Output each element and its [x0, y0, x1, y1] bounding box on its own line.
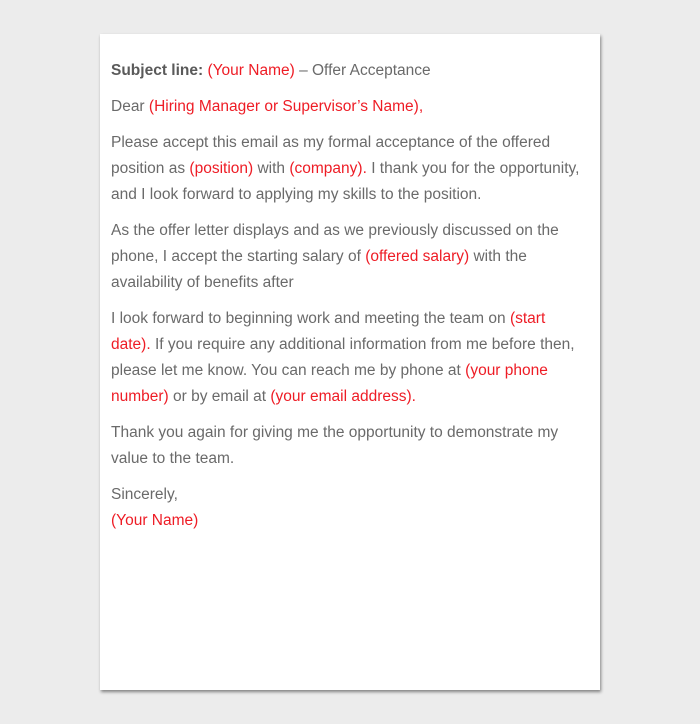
body-text: please let me know. You can reach me by phone at	[111, 362, 466, 379]
body-text: If you require any additional information from me before then,	[150, 336, 575, 353]
closing	[111, 482, 596, 534]
text-line	[111, 384, 596, 410]
placeholder-text: number)	[111, 388, 169, 405]
placeholder-text: date).	[111, 336, 151, 353]
body-text: and I look forward to applying my skills to the position.	[111, 186, 482, 203]
placeholder-text: (Your Name)	[207, 62, 295, 79]
body-text: Thank you again for giving me the opportunity to demonstrate my	[111, 424, 559, 441]
text-line	[111, 446, 596, 472]
placeholder-text: (company).	[289, 160, 367, 177]
placeholder-text: (start	[509, 310, 546, 327]
body-text: phone, I accept the starting salary of	[111, 248, 366, 265]
body-text: value to the team.	[111, 450, 235, 467]
text-line	[111, 218, 596, 244]
body-text: I look forward to beginning work and meeting the team on	[111, 310, 510, 327]
body-text: Sincerely,	[111, 486, 178, 503]
text-line	[111, 244, 596, 270]
placeholder-text: (Hiring Manager or Supervisor’s Name),	[148, 98, 424, 115]
placeholder-text: (your email address).	[270, 388, 416, 405]
start-date-paragraph	[111, 306, 596, 410]
placeholder-text: (your phone	[465, 362, 548, 379]
placeholder-text: (position)	[189, 160, 254, 177]
text-line	[111, 482, 596, 508]
text-line	[111, 306, 596, 332]
acceptance-paragraph	[111, 130, 596, 208]
placeholder-text: (offered salary)	[365, 248, 470, 265]
body-text: As the offer letter displays and as we previously discussed on the	[111, 222, 559, 239]
body-text: availability of benefits after	[111, 274, 294, 291]
text-line	[111, 332, 596, 358]
placeholder-text: (Your Name)	[111, 512, 199, 529]
text-line	[111, 508, 596, 534]
letter-body	[111, 58, 596, 544]
text-line	[111, 182, 596, 208]
body-text: Dear	[111, 98, 149, 115]
text-line	[111, 270, 596, 296]
text-line	[111, 358, 596, 384]
text-line	[111, 130, 596, 156]
body-text: position as	[111, 160, 190, 177]
text-line	[111, 156, 596, 182]
salary-paragraph	[111, 218, 596, 296]
thanks-paragraph	[111, 420, 596, 472]
body-text: or by email at	[168, 388, 271, 405]
body-text: – Offer Acceptance	[294, 62, 431, 79]
body-text: with	[253, 160, 290, 177]
text-line	[111, 94, 596, 120]
body-text: with the	[469, 248, 527, 265]
salutation	[111, 94, 596, 120]
text-line	[111, 420, 596, 446]
subject-line	[111, 58, 596, 84]
body-text: I thank you for the opportunity,	[366, 160, 580, 177]
body-text: Please accept this email as my formal acceptance of the offered	[111, 134, 551, 151]
label-text: Subject line:	[111, 62, 208, 79]
letter-page	[100, 34, 600, 690]
text-line	[111, 58, 596, 84]
